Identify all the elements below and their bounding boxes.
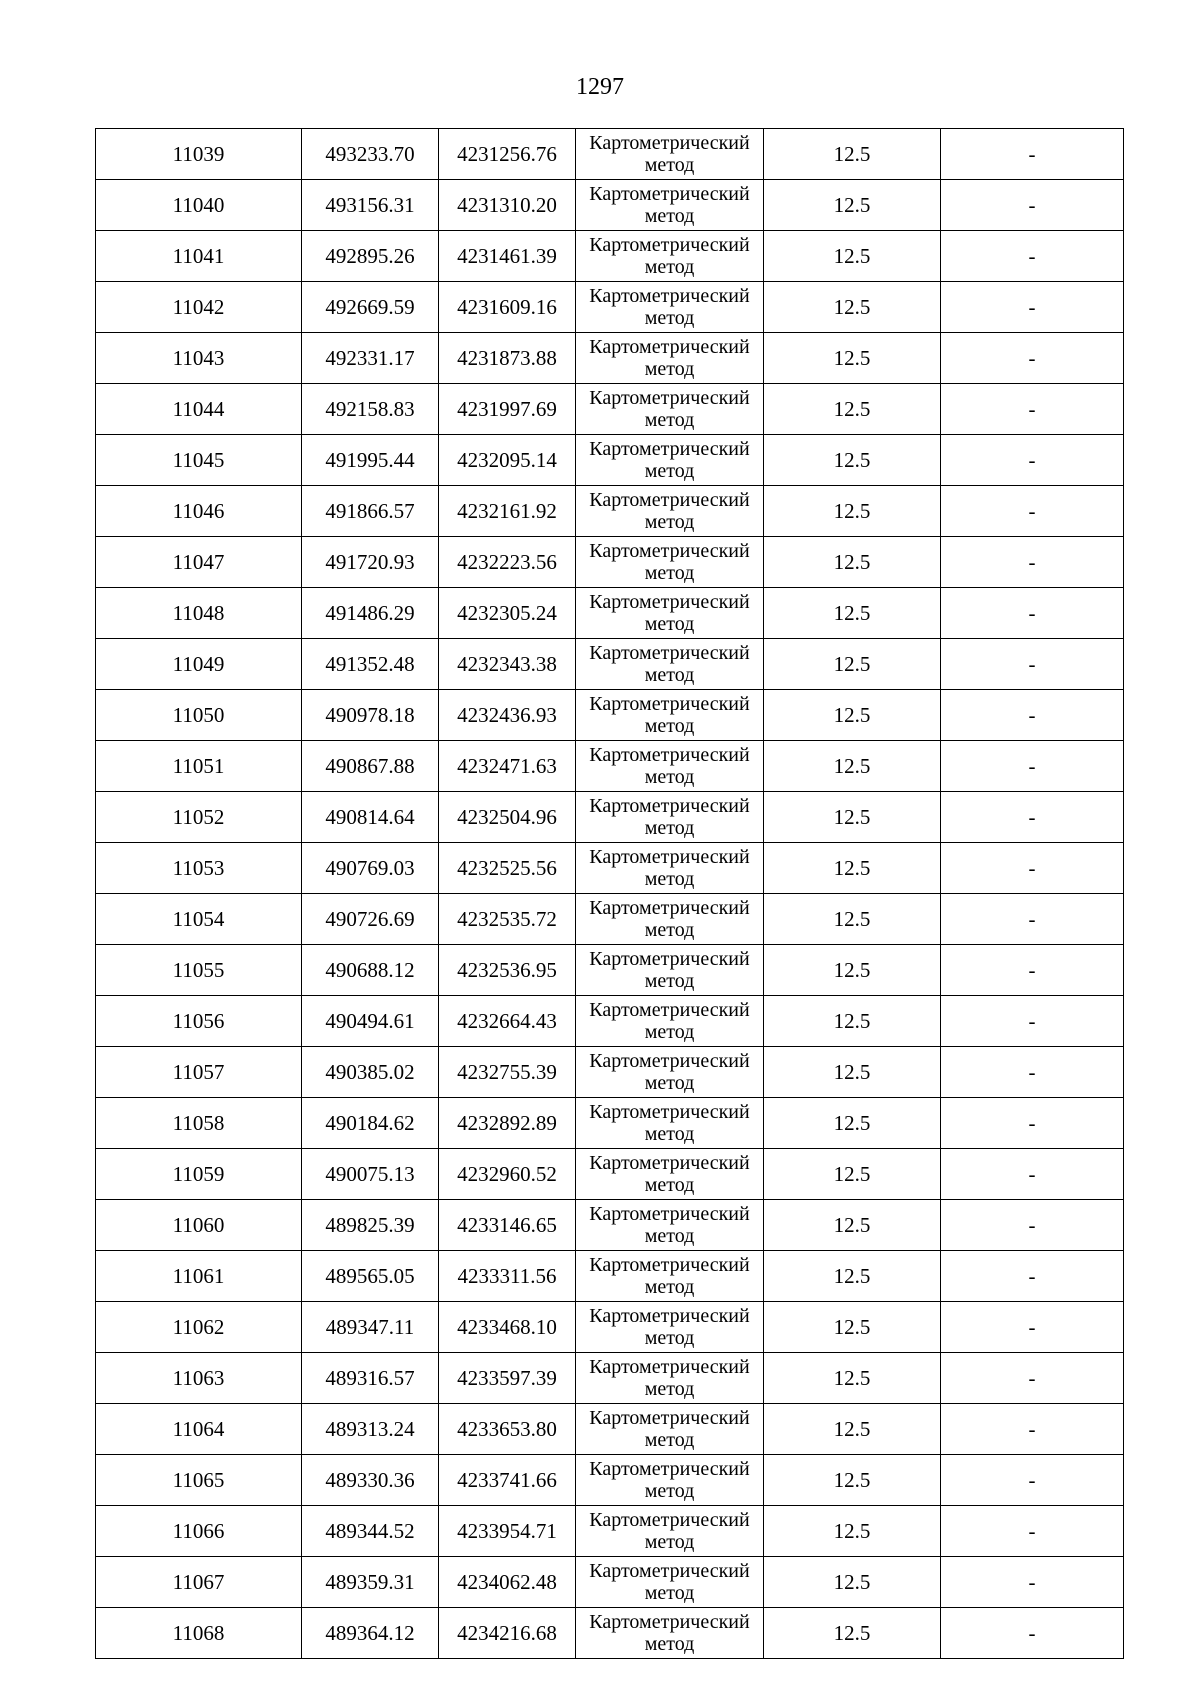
- method-line-1: Картометрический: [589, 693, 750, 715]
- point-id-cell: 11053: [96, 843, 302, 894]
- point-id-cell: 11060: [96, 1200, 302, 1251]
- method-cell: [576, 945, 764, 996]
- point-id-cell: 11046: [96, 486, 302, 537]
- method-line-2: метод: [644, 715, 695, 737]
- method-line-2: метод: [644, 1072, 695, 1094]
- method-line-1: Картометрический: [589, 132, 750, 154]
- note-cell: -: [941, 1353, 1124, 1404]
- note-cell: -: [941, 1149, 1124, 1200]
- point-id-cell: 11065: [96, 1455, 302, 1506]
- accuracy-cell: 12.5: [764, 588, 941, 639]
- y-coordinate-cell: 4232892.89: [439, 1098, 576, 1149]
- note-cell: -: [941, 435, 1124, 486]
- point-id-cell: 11063: [96, 1353, 302, 1404]
- table-row: [96, 537, 1124, 588]
- y-coordinate-cell: 4231461.39: [439, 231, 576, 282]
- y-coordinate-cell: 4234062.48: [439, 1557, 576, 1608]
- note-cell: -: [941, 1608, 1124, 1659]
- method-cell: [576, 1302, 764, 1353]
- y-coordinate-cell: 4232223.56: [439, 537, 576, 588]
- method-cell: [576, 1353, 764, 1404]
- y-coordinate-cell: 4233653.80: [439, 1404, 576, 1455]
- method-line-1: Картометрический: [589, 1509, 750, 1531]
- method-cell: [576, 843, 764, 894]
- method-line-1: Картометрический: [589, 591, 750, 613]
- method-cell: [576, 333, 764, 384]
- method-line-2: метод: [644, 1123, 695, 1145]
- note-cell: -: [941, 537, 1124, 588]
- table-row: [96, 1251, 1124, 1302]
- method-line-2: метод: [644, 1225, 695, 1247]
- x-coordinate-cell: 489344.52: [302, 1506, 439, 1557]
- note-cell: -: [941, 1200, 1124, 1251]
- method-line-2: метод: [644, 1531, 695, 1553]
- point-id-cell: 11061: [96, 1251, 302, 1302]
- point-id-cell: 11062: [96, 1302, 302, 1353]
- method-line-1: Картометрический: [589, 999, 750, 1021]
- method-cell: [576, 537, 764, 588]
- y-coordinate-cell: 4232095.14: [439, 435, 576, 486]
- x-coordinate-cell: 490978.18: [302, 690, 439, 741]
- table-row: [96, 1302, 1124, 1353]
- point-id-cell: 11058: [96, 1098, 302, 1149]
- y-coordinate-cell: 4231997.69: [439, 384, 576, 435]
- accuracy-cell: 12.5: [764, 537, 941, 588]
- method-cell: [576, 486, 764, 537]
- note-cell: -: [941, 231, 1124, 282]
- y-coordinate-cell: 4231873.88: [439, 333, 576, 384]
- method-line-1: Картометрический: [589, 489, 750, 511]
- x-coordinate-cell: 489330.36: [302, 1455, 439, 1506]
- accuracy-cell: 12.5: [764, 1455, 941, 1506]
- table-row: [96, 945, 1124, 996]
- table-row: [96, 894, 1124, 945]
- note-cell: -: [941, 333, 1124, 384]
- point-id-cell: 11067: [96, 1557, 302, 1608]
- method-line-1: Картометрический: [589, 1152, 750, 1174]
- method-line-1: Картометрический: [589, 744, 750, 766]
- x-coordinate-cell: 489359.31: [302, 1557, 439, 1608]
- accuracy-cell: 12.5: [764, 1047, 941, 1098]
- method-line-1: Картометрический: [589, 1458, 750, 1480]
- table-row: [96, 486, 1124, 537]
- method-line-1: Картометрический: [589, 846, 750, 868]
- method-cell: [576, 1557, 764, 1608]
- note-cell: -: [941, 180, 1124, 231]
- method-line-1: Картометрический: [589, 183, 750, 205]
- method-line-1: Картометрический: [589, 1560, 750, 1582]
- x-coordinate-cell: 491720.93: [302, 537, 439, 588]
- y-coordinate-cell: 4232525.56: [439, 843, 576, 894]
- method-line-1: Картометрический: [589, 387, 750, 409]
- table-row: [96, 1608, 1124, 1659]
- note-cell: -: [941, 1047, 1124, 1098]
- x-coordinate-cell: 493233.70: [302, 129, 439, 180]
- point-id-cell: 11059: [96, 1149, 302, 1200]
- point-id-cell: 11039: [96, 129, 302, 180]
- method-cell: [576, 384, 764, 435]
- accuracy-cell: 12.5: [764, 945, 941, 996]
- point-id-cell: 11051: [96, 741, 302, 792]
- table-row: [96, 180, 1124, 231]
- accuracy-cell: 12.5: [764, 486, 941, 537]
- table-row: [96, 741, 1124, 792]
- y-coordinate-cell: 4233311.56: [439, 1251, 576, 1302]
- note-cell: -: [941, 129, 1124, 180]
- accuracy-cell: 12.5: [764, 180, 941, 231]
- method-line-1: Картометрический: [589, 1407, 750, 1429]
- y-coordinate-cell: 4233146.65: [439, 1200, 576, 1251]
- method-line-2: метод: [644, 1378, 695, 1400]
- method-line-1: Картометрический: [589, 642, 750, 664]
- method-line-1: Картометрический: [589, 1203, 750, 1225]
- method-cell: [576, 1200, 764, 1251]
- method-cell: [576, 129, 764, 180]
- table-row: [96, 1149, 1124, 1200]
- method-cell: [576, 435, 764, 486]
- method-line-2: метод: [644, 1429, 695, 1451]
- note-cell: -: [941, 588, 1124, 639]
- table-row: [96, 996, 1124, 1047]
- note-cell: -: [941, 1506, 1124, 1557]
- accuracy-cell: 12.5: [764, 282, 941, 333]
- method-line-1: Картометрический: [589, 336, 750, 358]
- table-row: [96, 435, 1124, 486]
- method-cell: [576, 996, 764, 1047]
- point-id-cell: 11055: [96, 945, 302, 996]
- method-line-1: Картометрический: [589, 540, 750, 562]
- method-line-1: Картометрический: [589, 1305, 750, 1327]
- method-line-1: Картометрический: [589, 1254, 750, 1276]
- table-row: [96, 1353, 1124, 1404]
- method-line-2: метод: [644, 1021, 695, 1043]
- note-cell: -: [941, 690, 1124, 741]
- accuracy-cell: 12.5: [764, 843, 941, 894]
- note-cell: -: [941, 894, 1124, 945]
- method-line-2: метод: [644, 919, 695, 941]
- point-id-cell: 11057: [96, 1047, 302, 1098]
- method-line-1: Картометрический: [589, 795, 750, 817]
- table-row: [96, 1404, 1124, 1455]
- accuracy-cell: 12.5: [764, 792, 941, 843]
- x-coordinate-cell: 491486.29: [302, 588, 439, 639]
- point-id-cell: 11066: [96, 1506, 302, 1557]
- method-line-1: Картометрический: [589, 234, 750, 256]
- method-line-2: метод: [644, 307, 695, 329]
- note-cell: -: [941, 792, 1124, 843]
- method-cell: [576, 1047, 764, 1098]
- y-coordinate-cell: 4232471.63: [439, 741, 576, 792]
- x-coordinate-cell: 489316.57: [302, 1353, 439, 1404]
- method-cell: [576, 639, 764, 690]
- accuracy-cell: 12.5: [764, 384, 941, 435]
- method-cell: [576, 1404, 764, 1455]
- method-line-2: метод: [644, 664, 695, 686]
- method-cell: [576, 1251, 764, 1302]
- y-coordinate-cell: 4232536.95: [439, 945, 576, 996]
- accuracy-cell: 12.5: [764, 1404, 941, 1455]
- x-coordinate-cell: 492331.17: [302, 333, 439, 384]
- table-row: [96, 792, 1124, 843]
- table-row: [96, 1455, 1124, 1506]
- point-id-cell: 11064: [96, 1404, 302, 1455]
- accuracy-cell: 12.5: [764, 1302, 941, 1353]
- table-row: [96, 1557, 1124, 1608]
- method-line-2: метод: [644, 409, 695, 431]
- accuracy-cell: 12.5: [764, 996, 941, 1047]
- accuracy-cell: 12.5: [764, 333, 941, 384]
- method-line-1: Картометрический: [589, 948, 750, 970]
- accuracy-cell: 12.5: [764, 1098, 941, 1149]
- x-coordinate-cell: 490688.12: [302, 945, 439, 996]
- method-line-1: Картометрический: [589, 285, 750, 307]
- x-coordinate-cell: 491866.57: [302, 486, 439, 537]
- method-cell: [576, 1506, 764, 1557]
- y-coordinate-cell: 4231609.16: [439, 282, 576, 333]
- method-cell: [576, 1608, 764, 1659]
- y-coordinate-cell: 4232960.52: [439, 1149, 576, 1200]
- point-id-cell: 11041: [96, 231, 302, 282]
- x-coordinate-cell: 490867.88: [302, 741, 439, 792]
- x-coordinate-cell: 493156.31: [302, 180, 439, 231]
- accuracy-cell: 12.5: [764, 690, 941, 741]
- method-line-2: метод: [644, 1633, 695, 1655]
- x-coordinate-cell: 490814.64: [302, 792, 439, 843]
- y-coordinate-cell: 4232504.96: [439, 792, 576, 843]
- x-coordinate-cell: 491352.48: [302, 639, 439, 690]
- method-cell: [576, 1149, 764, 1200]
- note-cell: -: [941, 1455, 1124, 1506]
- point-id-cell: 11052: [96, 792, 302, 843]
- point-id-cell: 11068: [96, 1608, 302, 1659]
- note-cell: -: [941, 384, 1124, 435]
- x-coordinate-cell: 489313.24: [302, 1404, 439, 1455]
- point-id-cell: 11049: [96, 639, 302, 690]
- method-line-2: метод: [644, 562, 695, 584]
- note-cell: -: [941, 486, 1124, 537]
- table-row: [96, 588, 1124, 639]
- method-cell: [576, 180, 764, 231]
- x-coordinate-cell: 490769.03: [302, 843, 439, 894]
- note-cell: -: [941, 1404, 1124, 1455]
- x-coordinate-cell: 489347.11: [302, 1302, 439, 1353]
- method-cell: [576, 1455, 764, 1506]
- method-line-1: Картометрический: [589, 438, 750, 460]
- note-cell: -: [941, 843, 1124, 894]
- accuracy-cell: 12.5: [764, 741, 941, 792]
- y-coordinate-cell: 4232755.39: [439, 1047, 576, 1098]
- method-line-2: метод: [644, 256, 695, 278]
- method-line-1: Картометрический: [589, 1356, 750, 1378]
- method-cell: [576, 588, 764, 639]
- table-row: [96, 384, 1124, 435]
- accuracy-cell: 12.5: [764, 639, 941, 690]
- accuracy-cell: 12.5: [764, 1557, 941, 1608]
- note-cell: -: [941, 1251, 1124, 1302]
- method-line-1: Картометрический: [589, 1050, 750, 1072]
- page-number: 1297: [576, 74, 624, 100]
- method-line-2: метод: [644, 358, 695, 380]
- table-row: [96, 639, 1124, 690]
- table-row: [96, 1506, 1124, 1557]
- accuracy-cell: 12.5: [764, 1149, 941, 1200]
- y-coordinate-cell: 4233597.39: [439, 1353, 576, 1404]
- accuracy-cell: 12.5: [764, 1608, 941, 1659]
- method-cell: [576, 231, 764, 282]
- x-coordinate-cell: 490075.13: [302, 1149, 439, 1200]
- note-cell: -: [941, 639, 1124, 690]
- point-id-cell: 11043: [96, 333, 302, 384]
- y-coordinate-cell: 4232343.38: [439, 639, 576, 690]
- y-coordinate-cell: 4233741.66: [439, 1455, 576, 1506]
- note-cell: -: [941, 282, 1124, 333]
- table-row: [96, 231, 1124, 282]
- method-cell: [576, 741, 764, 792]
- method-cell: [576, 792, 764, 843]
- table-row: [96, 690, 1124, 741]
- y-coordinate-cell: 4232664.43: [439, 996, 576, 1047]
- accuracy-cell: 12.5: [764, 1506, 941, 1557]
- point-id-cell: 11056: [96, 996, 302, 1047]
- method-cell: [576, 282, 764, 333]
- accuracy-cell: 12.5: [764, 894, 941, 945]
- method-line-2: метод: [644, 511, 695, 533]
- accuracy-cell: 12.5: [764, 129, 941, 180]
- method-line-2: метод: [644, 205, 695, 227]
- point-id-cell: 11050: [96, 690, 302, 741]
- point-id-cell: 11044: [96, 384, 302, 435]
- point-id-cell: 11047: [96, 537, 302, 588]
- accuracy-cell: 12.5: [764, 1200, 941, 1251]
- method-line-2: метод: [644, 1327, 695, 1349]
- accuracy-cell: 12.5: [764, 435, 941, 486]
- table-body: [96, 129, 1124, 1659]
- y-coordinate-cell: 4233468.10: [439, 1302, 576, 1353]
- note-cell: -: [941, 1557, 1124, 1608]
- point-id-cell: 11048: [96, 588, 302, 639]
- point-id-cell: 11045: [96, 435, 302, 486]
- table-row: [96, 282, 1124, 333]
- x-coordinate-cell: 490726.69: [302, 894, 439, 945]
- accuracy-cell: 12.5: [764, 231, 941, 282]
- method-line-2: метод: [644, 460, 695, 482]
- note-cell: -: [941, 945, 1124, 996]
- point-id-cell: 11054: [96, 894, 302, 945]
- method-line-2: метод: [644, 154, 695, 176]
- x-coordinate-cell: 491995.44: [302, 435, 439, 486]
- note-cell: -: [941, 996, 1124, 1047]
- method-line-1: Картометрический: [589, 1101, 750, 1123]
- table-row: [96, 1047, 1124, 1098]
- accuracy-cell: 12.5: [764, 1251, 941, 1302]
- method-line-2: метод: [644, 613, 695, 635]
- method-cell: [576, 1098, 764, 1149]
- x-coordinate-cell: 490184.62: [302, 1098, 439, 1149]
- point-id-cell: 11040: [96, 180, 302, 231]
- y-coordinate-cell: 4232436.93: [439, 690, 576, 741]
- table-row: [96, 129, 1124, 180]
- method-line-2: метод: [644, 1582, 695, 1604]
- method-line-2: метод: [644, 1174, 695, 1196]
- method-line-2: метод: [644, 1276, 695, 1298]
- x-coordinate-cell: 492158.83: [302, 384, 439, 435]
- x-coordinate-cell: 492895.26: [302, 231, 439, 282]
- method-line-2: метод: [644, 868, 695, 890]
- y-coordinate-cell: 4231256.76: [439, 129, 576, 180]
- method-line-1: Картометрический: [589, 897, 750, 919]
- x-coordinate-cell: 490494.61: [302, 996, 439, 1047]
- method-cell: [576, 690, 764, 741]
- method-line-1: Картометрический: [589, 1611, 750, 1633]
- y-coordinate-cell: 4232161.92: [439, 486, 576, 537]
- y-coordinate-cell: 4232535.72: [439, 894, 576, 945]
- method-line-2: метод: [644, 766, 695, 788]
- accuracy-cell: 12.5: [764, 1353, 941, 1404]
- note-cell: -: [941, 741, 1124, 792]
- coordinates-table: [95, 128, 1124, 1659]
- x-coordinate-cell: 489565.05: [302, 1251, 439, 1302]
- table-row: [96, 1098, 1124, 1149]
- x-coordinate-cell: 492669.59: [302, 282, 439, 333]
- method-line-2: метод: [644, 1480, 695, 1502]
- y-coordinate-cell: 4232305.24: [439, 588, 576, 639]
- table-row: [96, 843, 1124, 894]
- method-line-2: метод: [644, 817, 695, 839]
- y-coordinate-cell: 4233954.71: [439, 1506, 576, 1557]
- x-coordinate-cell: 489825.39: [302, 1200, 439, 1251]
- note-cell: -: [941, 1302, 1124, 1353]
- x-coordinate-cell: 489364.12: [302, 1608, 439, 1659]
- method-cell: [576, 894, 764, 945]
- point-id-cell: 11042: [96, 282, 302, 333]
- y-coordinate-cell: 4234216.68: [439, 1608, 576, 1659]
- y-coordinate-cell: 4231310.20: [439, 180, 576, 231]
- method-line-2: метод: [644, 970, 695, 992]
- note-cell: -: [941, 1098, 1124, 1149]
- table-row: [96, 1200, 1124, 1251]
- table-row: [96, 333, 1124, 384]
- x-coordinate-cell: 490385.02: [302, 1047, 439, 1098]
